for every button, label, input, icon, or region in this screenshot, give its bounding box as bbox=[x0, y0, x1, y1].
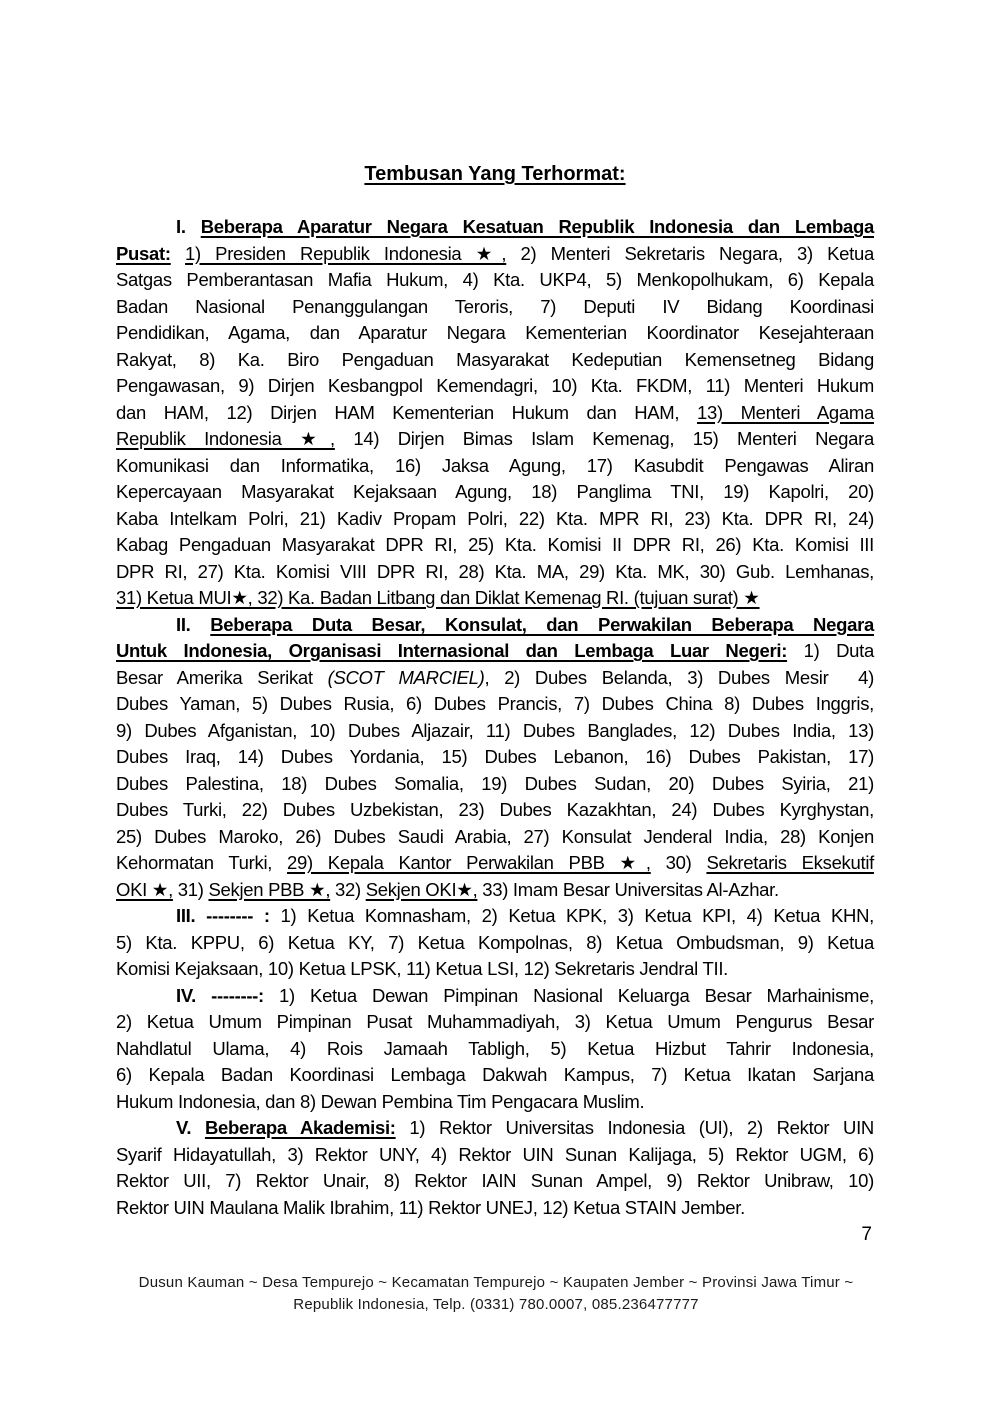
text-segment: 30) bbox=[650, 852, 707, 873]
footer-line-2: Republik Indonesia, Telp. (0331) 780.0007, 085.236477777 bbox=[293, 1295, 699, 1313]
text-segment: Beberapa Akademisi: bbox=[204, 1117, 396, 1138]
text-line bbox=[116, 373, 874, 400]
text-line bbox=[116, 453, 874, 480]
text-segment: Satgas Pemberantasan Mafia Hukum, 4) Kta. UKP4, 5) Menkopolhukam, 6) Kepala bbox=[116, 269, 874, 290]
text-line bbox=[116, 267, 874, 294]
text-segment: 5) Kta. KPPU, 6) Ketua KY, 7) Ketua Kompolnas, 8) Ketua Ombudsman, 9) Ketua bbox=[116, 931, 874, 953]
text-segment: Sekretaris Eksekutif bbox=[706, 852, 874, 873]
text-segment: Badan Nasional Penanggulangan Teroris, 7) Deputi IV Bidang Koordinasi bbox=[116, 295, 874, 317]
text-segment: Pusat: bbox=[116, 242, 171, 264]
text-line bbox=[116, 638, 874, 665]
text-segment: 1) Ketua Dewan Pimpinan Nasional Keluarga Besar Marhainisme, bbox=[263, 984, 874, 1006]
text-segment: Dubes Yaman, 5) Dubes Rusia, 6) Dubes Prancis, 7) Dubes China 8) Dubes Inggris, bbox=[116, 693, 874, 714]
text-line bbox=[116, 241, 874, 268]
text-segment: Dubes Iraq, 14) Dubes Yordania, 15) Dubes Lebanon, 16) Dubes Pakistan, 17) bbox=[116, 746, 874, 767]
text-line bbox=[116, 1168, 874, 1195]
paragraph-section-iv bbox=[116, 983, 874, 1116]
text-line bbox=[116, 691, 874, 718]
text-line bbox=[116, 1062, 874, 1089]
text-line bbox=[116, 956, 874, 983]
text-segment bbox=[171, 243, 185, 264]
text-segment: II. bbox=[176, 613, 211, 635]
text-segment: 32) bbox=[330, 878, 366, 900]
text-segment: dan HAM, 12) Dirjen HAM Kementerian Hukum dan HAM, bbox=[116, 401, 697, 423]
text-line bbox=[116, 506, 874, 533]
text-line bbox=[116, 559, 874, 586]
text-line bbox=[116, 585, 874, 612]
footer-line-1: Dusun Kauman ~ Desa Tempurejo ~ Kecamatan Tempurejo ~ Kaupaten Jember ~ Provinsi Jawa Timur ~ bbox=[138, 1274, 854, 1291]
paragraph-section-iii bbox=[116, 903, 874, 983]
text-segment: III. -------- : bbox=[176, 905, 270, 926]
page-title: Tembusan Yang Terhormat: bbox=[364, 163, 626, 185]
text-segment: Kabag Pengaduan Masyarakat DPR RI, 25) Kta. Komisi II DPR RI, 26) Kta. Komisi III bbox=[116, 534, 874, 555]
document-content bbox=[116, 161, 874, 1248]
text-segment: 9) Dubes Afganistan, 10) Dubes Aljazair, 11) Dubes Banglades, 12) Dubes India, 13) bbox=[116, 719, 874, 741]
text-line bbox=[116, 718, 874, 745]
text-line bbox=[116, 426, 874, 453]
text-segment: 6) Kepala Badan Koordinasi Lembaga Dakwah Kampus, 7) Ketua Ikatan Sarjana bbox=[116, 1064, 874, 1085]
text-segment: OKI ★, bbox=[116, 878, 173, 900]
text-segment: DPR RI, 27) Kta. Komisi VIII DPR RI, 28) Kta. MA, 29) Kta. MK, 30) Gub. Lemhanas, bbox=[116, 560, 874, 582]
paragraph-section-ii bbox=[116, 612, 874, 904]
text-line bbox=[116, 665, 874, 692]
text-segment: (SCOT MARCIEL) bbox=[327, 666, 485, 688]
text-segment: 33) Imam Besar Universitas Al-Azhar. bbox=[477, 878, 779, 900]
paragraph-section-v bbox=[116, 1115, 874, 1221]
text-segment: 1) Rektor Universitas Indonesia (UI), 2) Rektor UIN bbox=[395, 1117, 874, 1138]
text-segment: 25) Dubes Maroko, 26) Dubes Saudi Arabia, 27) Konsulat Jenderal India, 28) Konjen bbox=[116, 825, 874, 847]
text-line bbox=[116, 1115, 874, 1142]
text-segment: Pendidikan, Agama, dan Aparatur Negara Kementerian Koordinator Kesejahteraan bbox=[116, 322, 874, 343]
text-line bbox=[116, 479, 874, 506]
text-segment: Kepercayaan Masyarakat Kejaksaan Agung, 18) Panglima TNI, 19) Kapolri, 20) bbox=[116, 481, 874, 502]
text-segment: Rektor UII, 7) Rektor Unair, 8) Rektor IAIN Sunan Ampel, 9) Rektor Unibraw, 10) bbox=[116, 1170, 874, 1191]
text-line bbox=[116, 1036, 874, 1063]
text-segment: 2) Ketua Umum Pimpinan Pusat Muhammadiyah, 3) Ketua Umum Pengurus Besar bbox=[116, 1011, 874, 1032]
text-segment: Dubes Turki, 22) Dubes Uzbekistan, 23) Dubes Kazakhtan, 24) Dubes Kyrghystan, bbox=[116, 799, 874, 820]
text-segment: Komisi Kejaksaan, 10) Ketua LPSK, 11) Ketua LSI, 12) Sekretaris Jendral TII. bbox=[116, 958, 729, 979]
text-segment: Hukum Indonesia, dan 8) Dewan Pembina Tim Pengacara Muslim. bbox=[116, 1090, 645, 1112]
text-segment: Pengawasan, 9) Dirjen Kesbangpol Kemendagri, 10) Kta. FKDM, 11) Menteri Hukum bbox=[116, 375, 874, 396]
text-line bbox=[116, 347, 874, 374]
text-line bbox=[116, 903, 874, 930]
page-footer bbox=[0, 1272, 992, 1315]
text-segment: Syarif Hidayatullah, 3) Rektor UNY, 4) Rektor UIN Sunan Kalijaga, 5) Rektor UGM, 6) bbox=[116, 1143, 874, 1165]
text-segment: V. bbox=[176, 1117, 205, 1138]
text-segment: 1) Presiden Republik Indonesia ★, bbox=[185, 242, 507, 264]
text-line bbox=[116, 1089, 874, 1116]
text-line bbox=[116, 744, 874, 771]
text-segment: 31) Ketua MUI★, 32) Ka. Badan Litbang dan Diklat Kemenag RI. (tujuan surat) ★ bbox=[116, 587, 760, 608]
text-segment: Beberapa Duta Besar, Konsulat, dan Perwakilan Beberapa Negara bbox=[210, 613, 874, 635]
text-segment: 31) bbox=[172, 878, 209, 900]
text-line bbox=[116, 214, 874, 241]
text-segment: Besar Amerika Serikat bbox=[116, 666, 328, 688]
document-body bbox=[116, 214, 874, 1221]
text-segment: Republik Indonesia ★, bbox=[116, 428, 335, 449]
text-segment: I. bbox=[176, 216, 201, 237]
paragraph-section-i bbox=[116, 214, 874, 612]
text-segment: 1) Duta bbox=[787, 640, 874, 661]
text-segment: Untuk Indonesia, Organisasi Internasional dan Lembaga Luar Negeri: bbox=[116, 640, 788, 661]
page-number: 7 bbox=[861, 1224, 872, 1245]
text-segment: Rakyat, 8) Ka. Biro Pengaduan Masyarakat Kedeputian Kemensetneg Bidang bbox=[116, 348, 874, 370]
text-segment: Nahdlatul Ulama, 4) Rois Jamaah Tabligh, 5) Ketua Hizbut Tahrir Indonesia, bbox=[116, 1037, 874, 1059]
text-segment: Sekjen OKI★, bbox=[365, 878, 478, 900]
text-line bbox=[116, 771, 874, 798]
text-segment: Sekjen PBB ★, bbox=[208, 878, 331, 900]
text-line bbox=[116, 930, 874, 957]
text-segment: 1) Ketua Komnasham, 2) Ketua KPK, 3) Ketua KPI, 4) Ketua KHN, bbox=[269, 905, 874, 926]
text-line bbox=[116, 1142, 874, 1169]
text-segment: 2) Menteri Sekretaris Negara, 3) Ketua bbox=[506, 242, 874, 264]
text-line bbox=[116, 824, 874, 851]
text-line bbox=[116, 400, 874, 427]
text-line bbox=[116, 983, 874, 1010]
text-line bbox=[116, 850, 874, 877]
text-line bbox=[116, 1009, 874, 1036]
text-line bbox=[116, 877, 874, 904]
text-segment: IV. --------: bbox=[176, 984, 264, 1006]
text-segment: , 2) Dubes Belanda, 3) Dubes Mesir 4) bbox=[484, 666, 874, 688]
text-segment: 29) Kepala Kantor Perwakilan PBB ★, bbox=[287, 852, 651, 873]
text-segment: 13) Menteri Agama bbox=[696, 401, 874, 423]
text-segment: Kehormatan Turki, bbox=[116, 852, 288, 873]
text-line bbox=[116, 797, 874, 824]
text-line bbox=[116, 1195, 874, 1222]
text-line bbox=[116, 612, 874, 639]
text-segment: Dubes Palestina, 18) Dubes Somalia, 19) Dubes Sudan, 20) Dubes Syiria, 21) bbox=[116, 772, 874, 794]
text-segment: Komunikasi dan Informatika, 16) Jaksa Agung, 17) Kasubdit Pengawas Aliran bbox=[116, 454, 874, 476]
text-line bbox=[116, 320, 874, 347]
text-segment: 14) Dirjen Bimas Islam Kemenag, 15) Menteri Negara bbox=[334, 428, 874, 449]
text-line bbox=[116, 532, 874, 559]
text-segment: Beberapa Aparatur Negara Kesatuan Republik Indonesia dan Lembaga bbox=[200, 216, 874, 237]
text-segment: Kaba Intelkam Polri, 21) Kadiv Propam Polri, 22) Kta. MPR RI, 23) Kta. DPR RI, 24) bbox=[116, 507, 874, 529]
text-line bbox=[116, 294, 874, 321]
text-segment: Rektor UIN Maulana Malik Ibrahim, 11) Rektor UNEJ, 12) Ketua STAIN Jember. bbox=[116, 1196, 745, 1218]
